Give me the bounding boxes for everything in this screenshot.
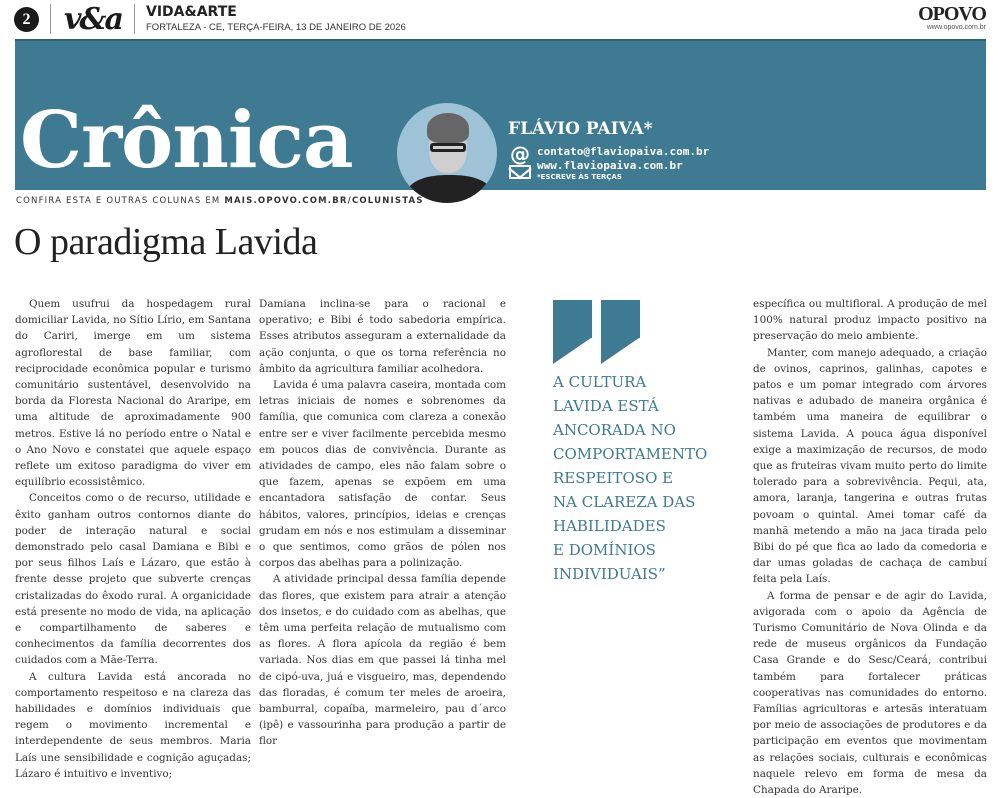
paragraph: Damiana inclina-se para o racional e operativo; e Bibi é todo sabedoria empírica. Esses atributos asseguram a externalidade da ação conjunta, o que os torna referência no âmbito da agricultura familiar acolhedora. <box>259 298 506 375</box>
paragraph: A cultura Lavida está ancorada no comportamento respeitoso e na clareza das habilidades e domínios individuais que regem o movimento incremental e interdependente de seus membros. Maria Laís une sensibilidade e cognição aguçadas; Lázaro é intuitivo e inventivo; <box>15 670 251 780</box>
tagline <box>16 196 424 206</box>
column-name: Crônica <box>20 95 353 186</box>
pull-quote: A CULTURA LAVIDA ESTÁ ANCORADA NO COMPORTAMENTO RESPEITOSO E NA CLAREZA DAS HABILIDADES E DOMÍNIOS INDIVIDUAIS” <box>553 373 708 583</box>
section-title: VIDA&ARTE <box>146 4 237 20</box>
brand-name: OPOVO <box>918 3 986 25</box>
author-photo <box>397 103 497 203</box>
author-website[interactable]: www.flaviopaiva.com.br <box>537 159 683 172</box>
paragraph: A atividade principal dessa família depende das flores, que existem para atrair a atenção dos insetos, e do cuidado com as abelhas, que têm uma perfeita relação de mutualismo com as flores. A flora apícola da região é bem variada. Nos dias em que passei lá tinha mel de cipó-uva, juá e visgueiro, mas, dependendo das floradas, é comum ter meles de aroeira, bamburral, copaíba, marmeleiro, pau d´arco (ipê) e vassourinha para produção a partir de flor <box>259 573 506 748</box>
paragraph: Conceitos como o de recurso, utilidade e êxito ganham outros contornos diante do poder de interação natural e social demonstrado pelo casal Damiana e Bibi e por seus filhos Laís e Lázaro, que estão à frente desse projeto que subverte crenças cristalizadas do êxodo rural. A organicidade está presente no modo de vida, na aplicação e compartilhamento de saberes e conhecimentos da família decorrentes dos cuidados com a Mãe-Terra. <box>15 492 251 667</box>
divider <box>50 4 51 34</box>
paragraph: específica ou multifloral. A produção de mel 100% natural produz impacto positivo na preservação do meio ambiente. <box>753 298 987 343</box>
author-note: *ESCREVE ÀS TERÇAS <box>537 173 622 181</box>
brand-url: www.opovo.com.br <box>926 24 986 31</box>
article-column-4 <box>753 296 987 798</box>
headline: O paradigma Lavida <box>14 221 318 263</box>
section-logo: v&a <box>64 2 122 37</box>
author-email[interactable]: contato@flaviopaiva.com.br <box>537 145 710 158</box>
tagline-link[interactable]: MAIS.OPOVO.COM.BR/COLUNISTAS <box>224 196 424 206</box>
author-contact <box>537 145 709 181</box>
divider <box>134 4 135 34</box>
author-name: FLÁVIO PAIVA* <box>508 119 653 139</box>
article-column-2 <box>259 296 506 750</box>
paragraph: A forma de pensar e de agir do Lavida, avigorada com o apoio da Agência de Turismo Comunitário de Nova Olinda e da rede de museus orgânicos da Fundação Casa Grande e do Sesc/Ceará, contribui também para fortalecer práticas cooperativas nas comunidades do entorno. Famílias agricultoras e artesãs interatuam por meio de associações de produtores e da participação em eventos que movimentam as relações sociais, culturais e econômicas naquele relevo em forma de mesa da Chapada do Araripe. <box>753 589 987 797</box>
page-number: 2 <box>14 7 39 32</box>
paragraph: Quem usufrui da hospedagem rural domiciliar Lavida, no Sítio Lírio, em Santana do Cariri, imerge em um sistema agroflorestal de base familiar, com reciprocidade econômica popular e turismo comunitário sustentável, desenvolvido na borda da Floresta Nacional do Araripe, em uma altitude de aproximadamente 900 metros. Estive lá no período entre o Natal e o Ano Novo e constatei que aquele espaço reflete um exitoso paradigma do viver em equilíbrio ecossistêmico. <box>15 298 251 489</box>
at-icon: @ <box>510 142 530 166</box>
envelope-icon <box>509 165 531 179</box>
dateline: FORTALEZA - CE, TERÇA-FEIRA, 13 DE JANEIRO DE 2026 <box>146 22 406 33</box>
tagline-text: CONFIRA ESTA E OUTRAS COLUNAS EM <box>16 196 225 206</box>
paragraph: Lavida é uma palavra caseira, montada com letras iniciais de nomes e sobrenomes da família, que comunica com clareza a conexão entre ser e viver facilmente percebida mesmo em poucos dias de convivência. Durante as atividades de campo, eles não falam sobre o que fazem, apenas se expõem em uma encantadora satisfação de contar. Seus hábitos, valores, princípios, ideias e crenças grudam em nós e nos estimulam a disseminar o que sentimos, como grãos de pólen nos corpos das abelhas para a polinização. <box>259 379 506 570</box>
paragraph: Manter, com manejo adequado, a criação de ovinos, caprinos, galinhas, capotes e patos e um pomar integrado com árvores nativas e adubado de maneira orgânica é também uma maneira de equilibrar o sistema Lavida. A pouca água disponível exige a maximização de recursos, de modo que as fruteiras vivam muito perto do limite tolerado para a sobrevivência. Pequi, ata, amora, laranja, tangerina e outras frutas povoam o quintal. Amei tomar café da manhã metendo a mão na jaca tirada pelo Bibi do pé que fica ao lado da comedoria e dar umas goladas de cachaça de cambuí feita pela Laís. <box>753 346 987 586</box>
article-column-1 <box>15 296 251 782</box>
brand-logo[interactable] <box>918 4 986 31</box>
